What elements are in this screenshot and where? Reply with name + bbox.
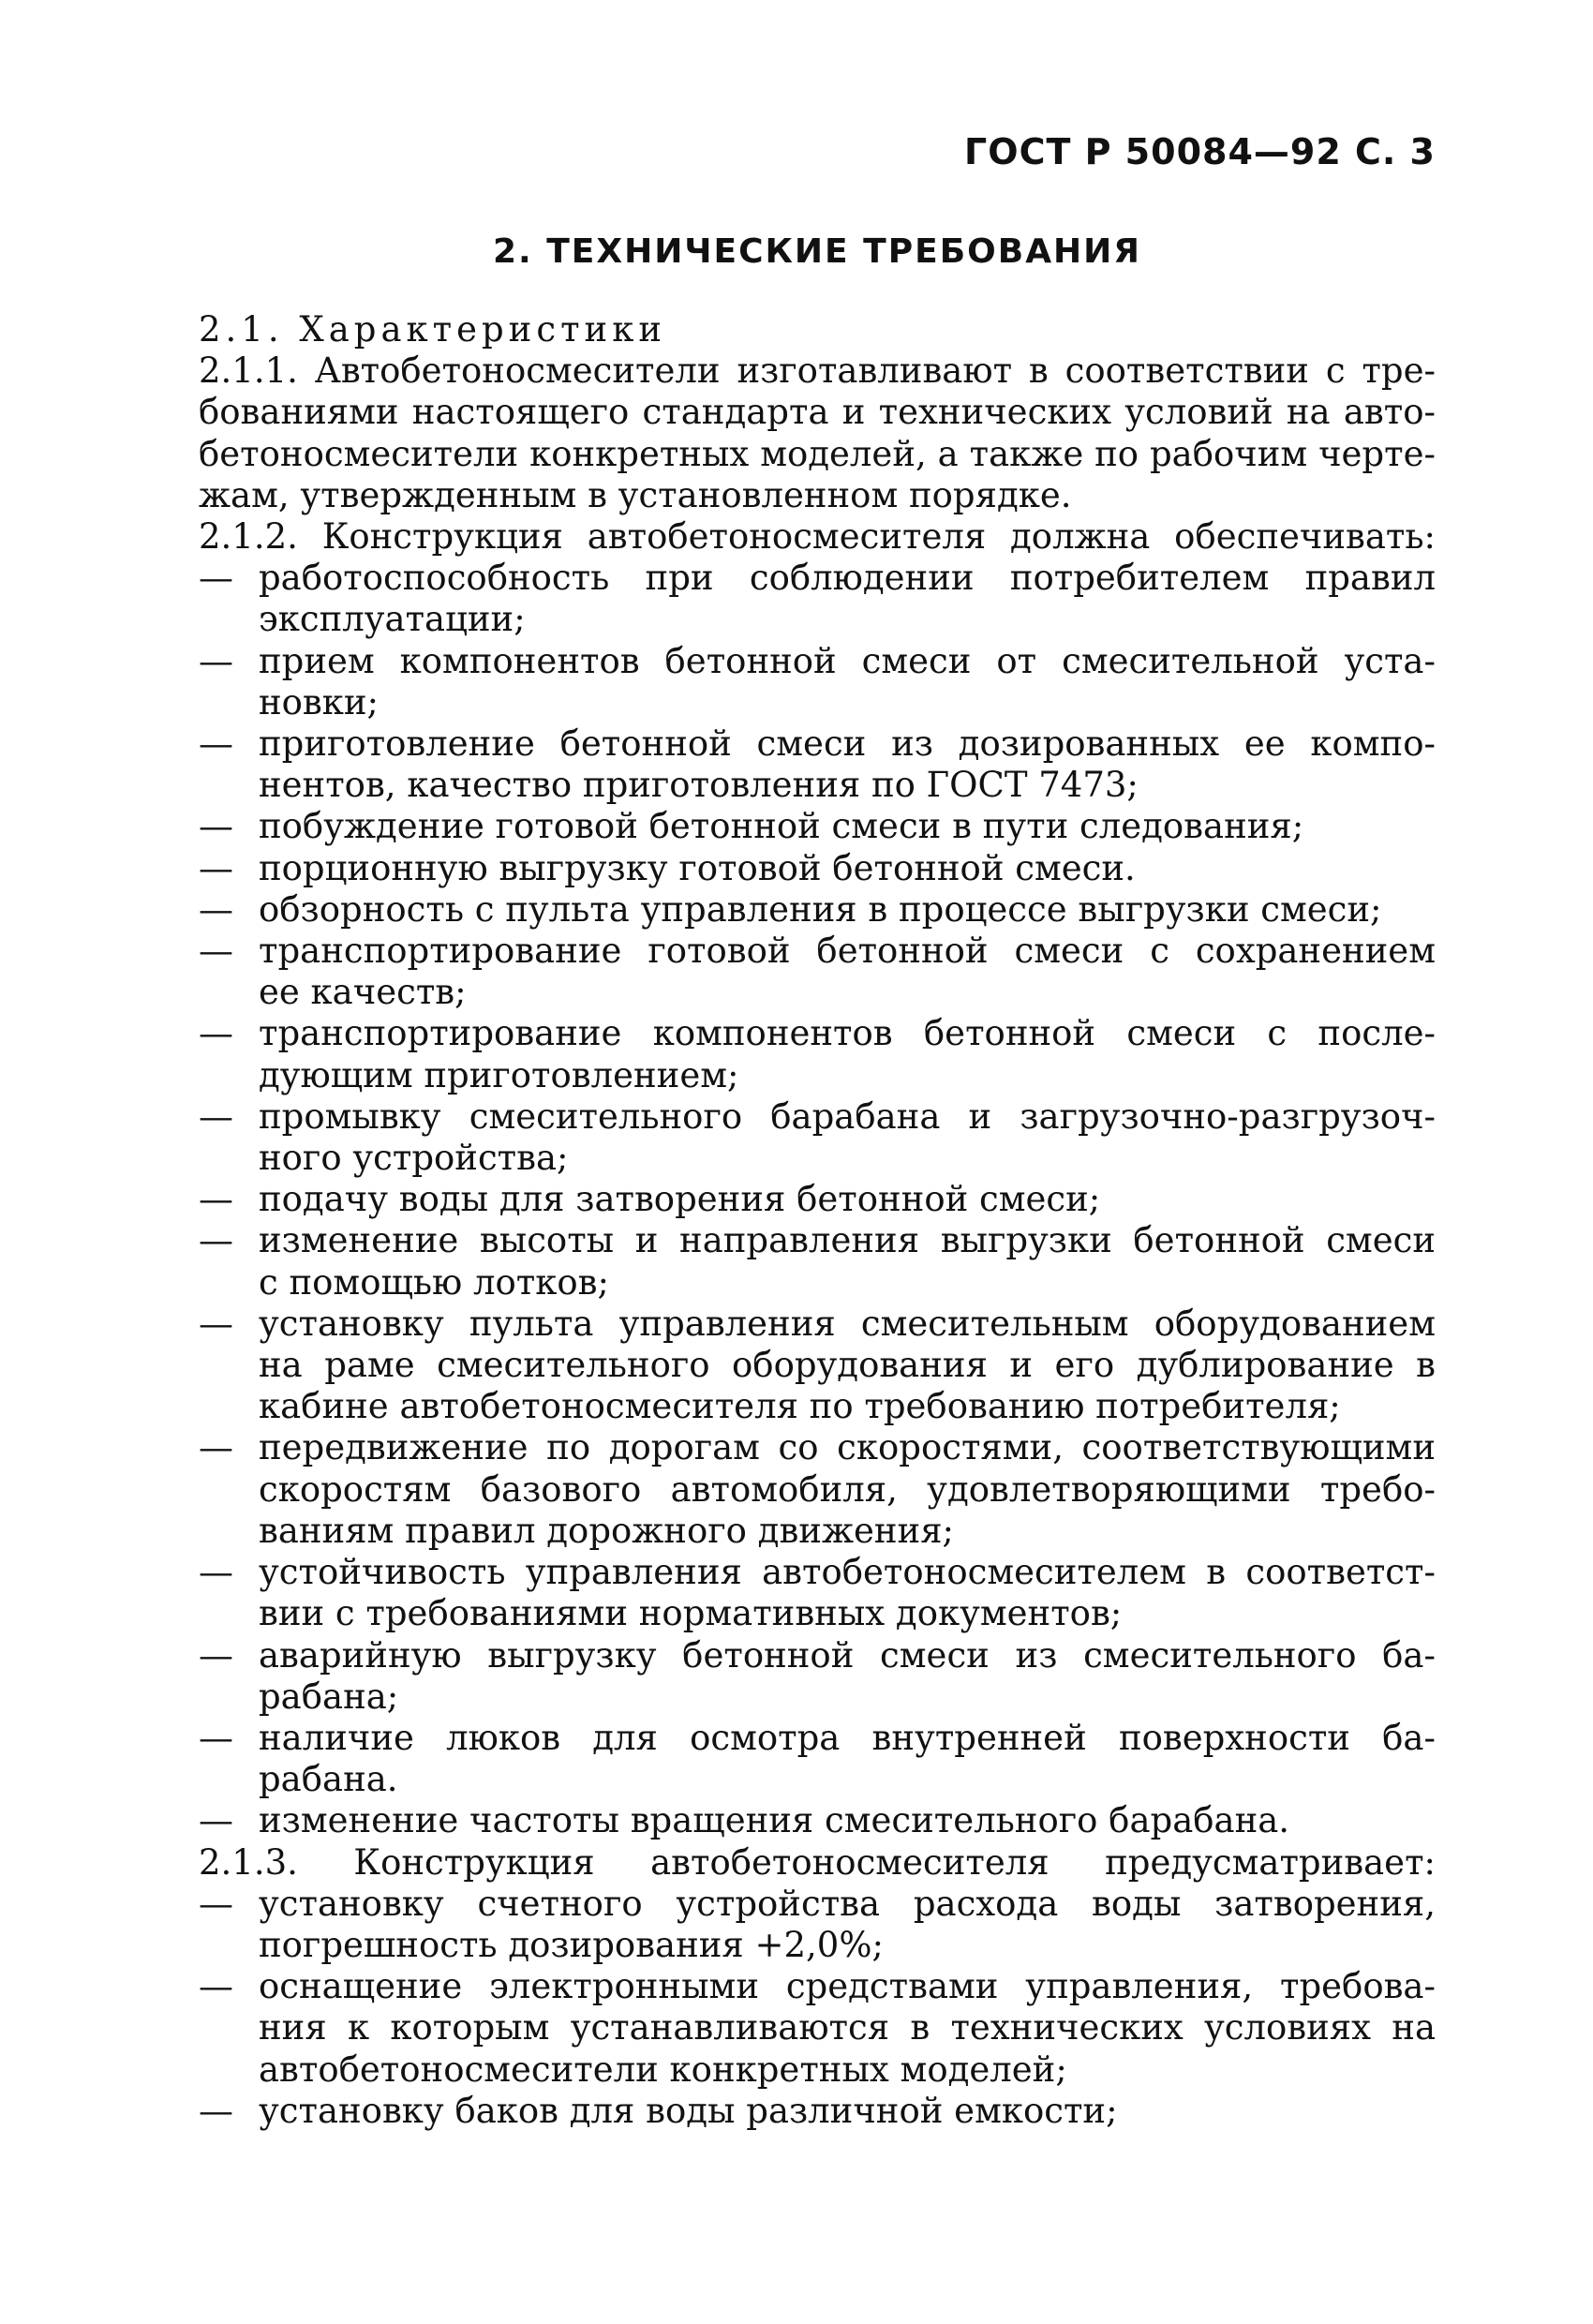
list-item-first-line: [199, 1096, 1436, 1138]
list-item-text: транспортирование готовой бетонной смеси с сохранением: [259, 931, 1436, 972]
list-item-continuation: погрешность дозирования +2,0%;: [259, 1924, 884, 1965]
dash-marker: —: [199, 847, 233, 888]
list-item-first-line: [199, 558, 1436, 599]
list-item-first-line: [199, 1966, 1436, 2007]
list-item: [199, 1013, 1436, 1095]
document-body: [199, 309, 1436, 2132]
list-item: [199, 1552, 1436, 1634]
clause-2-1-3-list: [199, 1884, 1436, 2132]
dash-marker: —: [199, 640, 233, 681]
dash-marker: —: [199, 723, 233, 765]
list-item: [199, 2091, 1436, 2132]
list-item: [199, 1966, 1436, 2091]
paragraph-line: бетоносмесители конкретных моделей, а также по рабочим черте-: [199, 433, 1436, 474]
list-item-first-line: [199, 1635, 1436, 1676]
list-item-text: изменение высоты и направления выгрузки бетонной смеси: [259, 1220, 1436, 1261]
section-title: 2. ТЕХНИЧЕСКИЕ ТРЕБОВАНИЯ: [492, 232, 1142, 271]
dash-marker: —: [199, 1013, 233, 1054]
list-item-continuation: скоростям базового автомобиля, удовлетворяющими требо-: [259, 1468, 1436, 1510]
list-item-text: установку пульта управления смесительным оборудованием: [259, 1303, 1436, 1344]
list-item-text: порционную выгрузку готовой бетонной смеси.: [259, 847, 1136, 888]
list-item-continuation: рабана;: [259, 1676, 399, 1717]
list-item-continuation: дующим приготовлением;: [259, 1054, 739, 1095]
list-item-text: наличие люков для осмотра внутренней поверхности ба-: [259, 1717, 1436, 1758]
list-item-text: передвижение по дорогам со скоростями, соответствующими: [259, 1427, 1436, 1468]
list-item: [199, 1220, 1436, 1303]
dash-marker: —: [199, 931, 233, 972]
dash-marker: —: [199, 1717, 233, 1758]
list-item: [199, 723, 1436, 806]
list-item: [199, 889, 1436, 931]
list-item-text: установку баков для воды различной емкости;: [259, 2090, 1118, 2131]
list-item-continuation: вии с требованиями нормативных документов;: [259, 1593, 1123, 1634]
dash-marker: —: [199, 806, 233, 847]
page-header: ГОСТ Р 50084—92 С. 3: [964, 131, 1436, 172]
list-item: [199, 1096, 1436, 1179]
list-item: [199, 641, 1436, 723]
dash-marker: —: [199, 558, 233, 599]
list-item-first-line: [199, 931, 1436, 972]
list-item-continuation: кабине автобетоносмесителя по требованию потребителя;: [259, 1386, 1341, 1427]
dash-marker: —: [199, 1427, 233, 1468]
list-item-continuation: эксплуатации;: [259, 599, 526, 640]
list-item: [199, 931, 1436, 1013]
list-item-first-line: [199, 1718, 1436, 1759]
list-item-first-line: [199, 806, 1436, 847]
list-item-first-line: [199, 1179, 1436, 1220]
dash-marker: —: [199, 1179, 233, 1220]
list-item-text: подачу воды для затворения бетонной смеси;: [259, 1179, 1101, 1220]
dash-marker: —: [199, 1883, 233, 1924]
list-item-text: аварийную выгрузку бетонной смеси из смесительного ба-: [259, 1634, 1436, 1676]
list-item-first-line: [199, 1427, 1436, 1468]
list-item-text: обзорность с пульта управления в процессе выгрузки смеси;: [259, 888, 1382, 930]
clause-2-1-3-intro: 2.1.3. Конструкция автобетоносмесителя предусматривает:: [199, 1841, 1436, 1883]
list-item-text: побуждение готовой бетонной смеси в пути следования;: [259, 806, 1304, 847]
dash-marker: —: [199, 1800, 233, 1841]
list-item-first-line: [199, 1304, 1436, 1345]
list-item-first-line: [199, 723, 1436, 765]
list-item-text: транспортирование компонентов бетонной смеси с после-: [259, 1013, 1436, 1054]
list-item-first-line: [199, 889, 1436, 931]
dash-marker: —: [199, 888, 233, 930]
list-item-first-line: [199, 641, 1436, 682]
list-item-first-line: [199, 1013, 1436, 1054]
clause-2-1-1: [199, 350, 1436, 516]
list-item-continuation: автобетоносмесители конкретных моделей;: [259, 2048, 1067, 2090]
clause-2-1-2-intro: 2.1.2. Конструкция автобетоносмесителя должна обеспечивать:: [199, 516, 1436, 558]
list-item-text: приготовление бетонной смеси из дозированных ее компо-: [259, 723, 1436, 765]
list-item: [199, 558, 1436, 640]
list-item: [199, 1718, 1436, 1800]
list-item: [199, 1427, 1436, 1552]
list-item-continuation: с помощью лотков;: [259, 1261, 609, 1303]
dash-marker: —: [199, 1966, 233, 2007]
list-item-text: прием компонентов бетонной смеси от смесительной уста-: [259, 640, 1436, 681]
clause-2-1-2-list: [199, 558, 1436, 1841]
dash-marker: —: [199, 1220, 233, 1261]
list-item-text: оснащение электронными средствами управления, требова-: [259, 1966, 1436, 2007]
list-item: [199, 1179, 1436, 1220]
list-item-continuation: нентов, качество приготовления по ГОСТ 7473;: [259, 765, 1139, 806]
list-item-continuation: ния к которым устанавливаются в технических условиях на: [259, 2007, 1436, 2048]
list-item-continuation: ного устройства;: [259, 1138, 569, 1179]
paragraph-line: бованиями настоящего стандарта и технических условий на авто-: [199, 392, 1436, 433]
list-item-text: изменение частоты вращения смесительного барабана.: [259, 1800, 1290, 1841]
list-item-continuation: ее качеств;: [259, 972, 467, 1013]
list-item: [199, 848, 1436, 889]
list-item-first-line: [199, 1884, 1436, 1925]
list-item: [199, 1884, 1436, 1966]
list-item-first-line: [199, 2091, 1436, 2132]
dash-marker: —: [199, 1634, 233, 1676]
list-item-continuation: рабана.: [259, 1759, 398, 1800]
list-item-text: промывку смесительного барабана и загрузочно-разгрузоч-: [259, 1095, 1436, 1137]
list-item-continuation: на раме смесительного оборудования и его дублирование в: [259, 1345, 1436, 1386]
list-item-first-line: [199, 848, 1436, 889]
dash-marker: —: [199, 1303, 233, 1344]
list-item: [199, 1800, 1436, 1841]
dash-marker: —: [199, 2090, 233, 2131]
list-item: [199, 1635, 1436, 1718]
list-item-first-line: [199, 1552, 1436, 1593]
paragraph-line: жам, утвержденным в установленном порядке.: [199, 474, 1072, 515]
clause-2-1-heading: 2.1. Характеристики: [199, 309, 666, 350]
list-item: [199, 806, 1436, 847]
list-item-text: устойчивость управления автобетоносмесителем в соответст-: [259, 1552, 1436, 1593]
dash-marker: —: [199, 1095, 233, 1137]
dash-marker: —: [199, 1552, 233, 1593]
list-item-text: работоспособность при соблюдении потребителем правил: [259, 558, 1436, 599]
list-item-text: установку счетного устройства расхода воды затворения,: [259, 1883, 1436, 1924]
list-item-first-line: [199, 1800, 1436, 1841]
list-item-continuation: ваниям правил дорожного движения;: [259, 1510, 955, 1551]
list-item-continuation: новки;: [259, 681, 380, 723]
list-item-first-line: [199, 1220, 1436, 1261]
list-item: [199, 1304, 1436, 1428]
paragraph-line: 2.1.1. Автобетоносмесители изготавливают в соответствии с тре-: [199, 350, 1436, 392]
